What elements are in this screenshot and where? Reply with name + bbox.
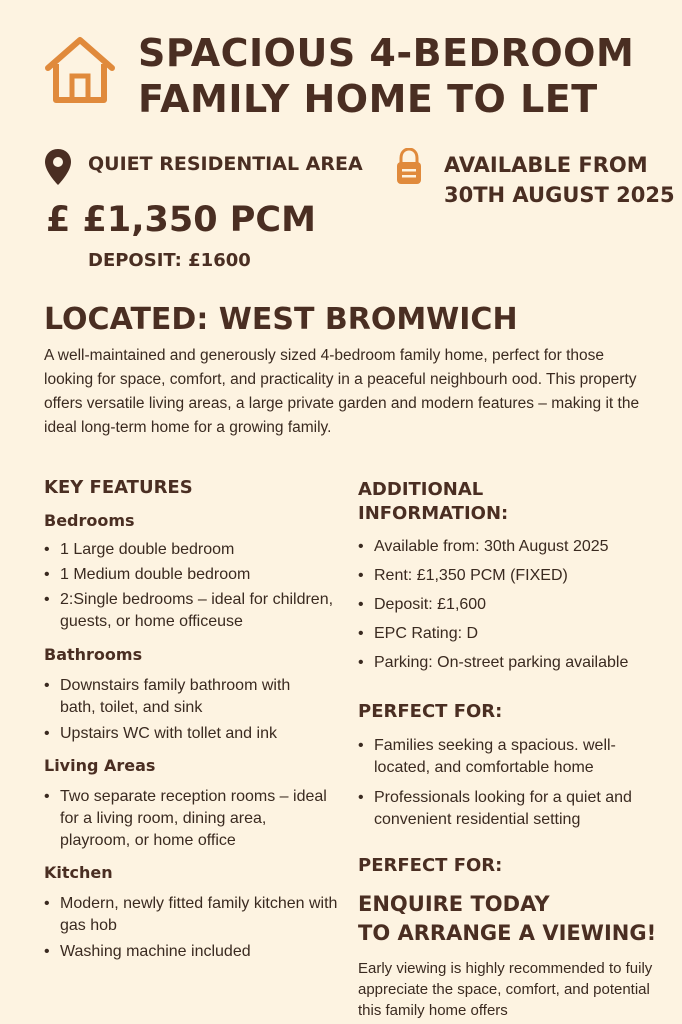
available-line-2: 30TH AUGUST 2025 [444, 183, 675, 207]
enquire-line-1: ENQUIRE TODAY [358, 892, 550, 916]
deposit: DEPOSIT: £1600 [88, 250, 251, 271]
location-heading: LOCATED: WEST BROMWICH [44, 302, 518, 337]
enquire-heading [358, 890, 658, 948]
additional-info-list [358, 536, 668, 674]
list-item: • Upstairs WC with tollet and ink [44, 723, 294, 745]
bathrooms-list [44, 675, 294, 745]
list-item: • Families seeking a spacious. well-located, and comfortable home [358, 735, 658, 779]
additional-info-heading [358, 478, 668, 526]
list-item: • Professionals looking for a quiet and convenient residential setting [358, 787, 658, 831]
living-areas-heading: Living Areas [44, 756, 156, 775]
bedrooms-heading: Bedrooms [44, 511, 135, 530]
location-area: QUIET RESIDENTIAL AREA [88, 153, 363, 175]
additional-heading-line-2: INFORMATION: [358, 503, 509, 524]
title-line-2: FAMILY HOME TO LET [138, 77, 598, 121]
location-pin-icon [44, 148, 72, 186]
list-item: • Rent: £1,350 PCM (FIXED) [358, 565, 668, 587]
available-line-1: AVAILABLE FROM [444, 153, 648, 177]
house-icon [42, 34, 118, 106]
list-item: • Available from: 30th August 2025 [358, 536, 668, 558]
list-item: • Modern, newly fitted family kitchen with gas hob [44, 893, 344, 937]
bathrooms-heading: Bathrooms [44, 645, 143, 664]
page-title [138, 30, 668, 122]
availability [444, 150, 675, 210]
list-item: • 1 Medium double bedroom [44, 564, 344, 586]
list-item: • Parking: On-street parking available [358, 652, 668, 674]
list-item: • 1 Large double bedroom [44, 539, 344, 561]
price: £ £1,350 PCM [46, 200, 316, 240]
perfect-for-list [358, 735, 658, 831]
title-line-1: SPACIOUS 4-BEDROOM [138, 31, 635, 75]
description: A well-maintained and generously sized 4-bedroom family home, perfect for those looking for space, comfort, and practicality in a peaceful neighbourh ood. This property offers versatile living areas, a large private garden and modern features – making it the ideal long-term home for a growing family. [44, 347, 640, 436]
list-item: • Two separate reception rooms – ideal for a living room, dining area, playroom, or home office [44, 786, 339, 852]
key-features-heading: KEY FEATURES [44, 477, 193, 498]
bedrooms-list [44, 539, 344, 633]
list-item: • Downstairs family bathroom with bath, toilet, and sink [44, 675, 294, 719]
kitchen-list [44, 893, 344, 963]
kitchen-heading: Kitchen [44, 863, 113, 882]
enquire-line-2: TO ARRANGE A VIEWING! [358, 921, 657, 945]
list-item: • Washing machine included [44, 941, 344, 963]
list-item: • Deposit: £1,600 [358, 594, 668, 616]
list-item: • 2:Single bedrooms – ideal for children, guests, or home officeuse [44, 589, 344, 633]
early-viewing-text: Early viewing is highly recommended to fuily appreciate the space, comfort, and potential this family home offers [358, 960, 653, 1019]
living-areas-list [44, 786, 339, 852]
perfect-for-heading-2: PERFECT FOR: [358, 855, 503, 876]
list-item: • EPC Rating: D [358, 623, 668, 645]
lock-icon [396, 148, 422, 186]
additional-heading-line-1: ADDITIONAL [358, 479, 484, 500]
perfect-for-heading: PERFECT FOR: [358, 701, 503, 722]
